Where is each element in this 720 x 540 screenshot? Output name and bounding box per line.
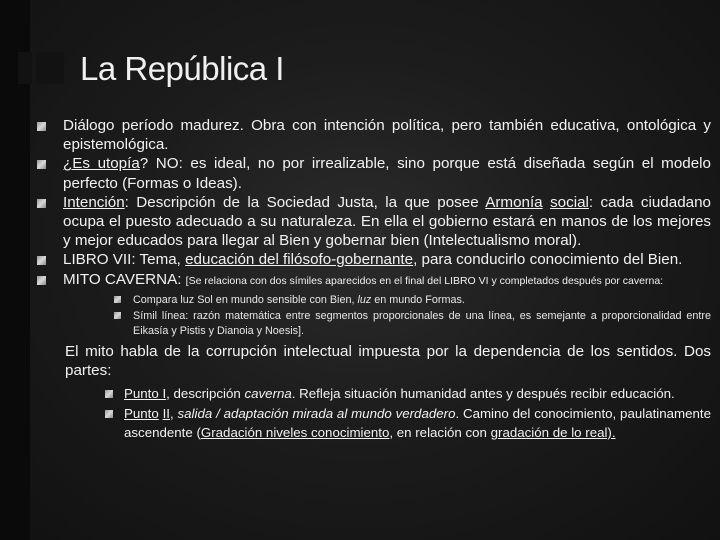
part-emphasis: Punto (124, 405, 159, 421)
bullet-item (37, 270, 711, 291)
bullet-emphasis: Intención (63, 193, 125, 211)
part-text: . Camino del conocimiento, paulatinamente ascendente ( (124, 405, 711, 440)
bullet-item (37, 250, 711, 269)
bullet-note: [Se relaciona con dos símiles aparecidos en el final del LIBRO VI y completados después por caverna: (185, 274, 664, 287)
part-text: , (169, 405, 178, 421)
part-text: , en relación con (389, 424, 491, 440)
slide-body (37, 116, 711, 442)
bullet-text: LIBRO VII: Tema, (63, 251, 186, 269)
part-emphasis: II (162, 405, 170, 421)
square-bullet-icon (105, 390, 113, 398)
bullet-text: , para conducirlo conocimiento del Bien. (413, 251, 683, 269)
square-bullet-icon (37, 276, 46, 285)
part-item (37, 384, 711, 403)
sub-bullet-item (37, 293, 711, 307)
bullet-text: : (177, 270, 186, 288)
square-bullet-icon (114, 312, 121, 319)
sub-bullet-text: Compara luz Sol en mundo sensible con Bien, (133, 293, 358, 306)
bullet-item (37, 193, 711, 251)
part-italic: salida / adaptación mirada al mundo verdadero (177, 405, 456, 421)
square-bullet-icon (37, 256, 46, 265)
title-decor-mark (18, 52, 32, 84)
slide-title: La República I (80, 50, 284, 87)
square-bullet-icon (37, 122, 46, 131)
part-item (37, 404, 711, 442)
title-decor-mark (36, 52, 64, 84)
bullet-text: : Descripción de la Sociedad Justa, la que posee (124, 193, 486, 211)
part-italic: caverna (244, 386, 292, 402)
bullet-text: ? NO: es ideal, no por irrealizable, sino porque está diseñada según el modelo perfecto (Formas o Ideas). (63, 155, 711, 192)
bullet-emphasis: social (550, 193, 589, 211)
part-emphasis: gradación de lo real). (490, 424, 616, 440)
part-text: . Refleja situación humanidad antes y después recibir educación. (291, 386, 675, 402)
bullet-text: MITO CAVERNA (63, 270, 178, 288)
sub-bullet-text: Símil línea: razón matemática entre segmentos proporcionales de una línea, es semejante a proporcionalidad entre Eikasía y Pistis y Dianoia y Noesis]. (133, 310, 711, 337)
sub-bullet-item (37, 309, 711, 338)
part-emphasis: Punto I (124, 386, 167, 402)
bullet-item (37, 116, 711, 154)
square-bullet-icon (114, 296, 121, 303)
part-emphasis: Gradación niveles conocimiento (200, 424, 390, 440)
square-bullet-icon (105, 410, 113, 418)
bullet-text: : cada ciudadano ocupa el puesto adecuado a su naturaleza. En ella el gobierno estará en manos de los mejores y mejor educados para llegar al Bien y gobernar bien (Intelectualismo moral). (63, 193, 711, 250)
sub-bullet-text: en mundo Formas. (371, 293, 465, 306)
bullet-item (37, 154, 711, 192)
part-text: , descripción (166, 386, 245, 402)
sub-bullet-italic: luz (357, 293, 372, 306)
square-bullet-icon (37, 160, 46, 169)
bullet-text: Diálogo período madurez. Obra con intención política, pero también educativa, ontológica y epistemológica. (63, 117, 711, 154)
bullet-emphasis: ¿Es utopía (63, 155, 140, 173)
body-paragraph: El mito habla de la corrupción intelectual impuesta por la dependencia de los sentidos. Dos partes: (65, 343, 711, 380)
bullet-emphasis: Armonía (485, 193, 543, 211)
bullet-text (543, 194, 550, 211)
bullet-emphasis: educación del filósofo-gobernante (185, 251, 414, 269)
square-bullet-icon (37, 199, 46, 208)
